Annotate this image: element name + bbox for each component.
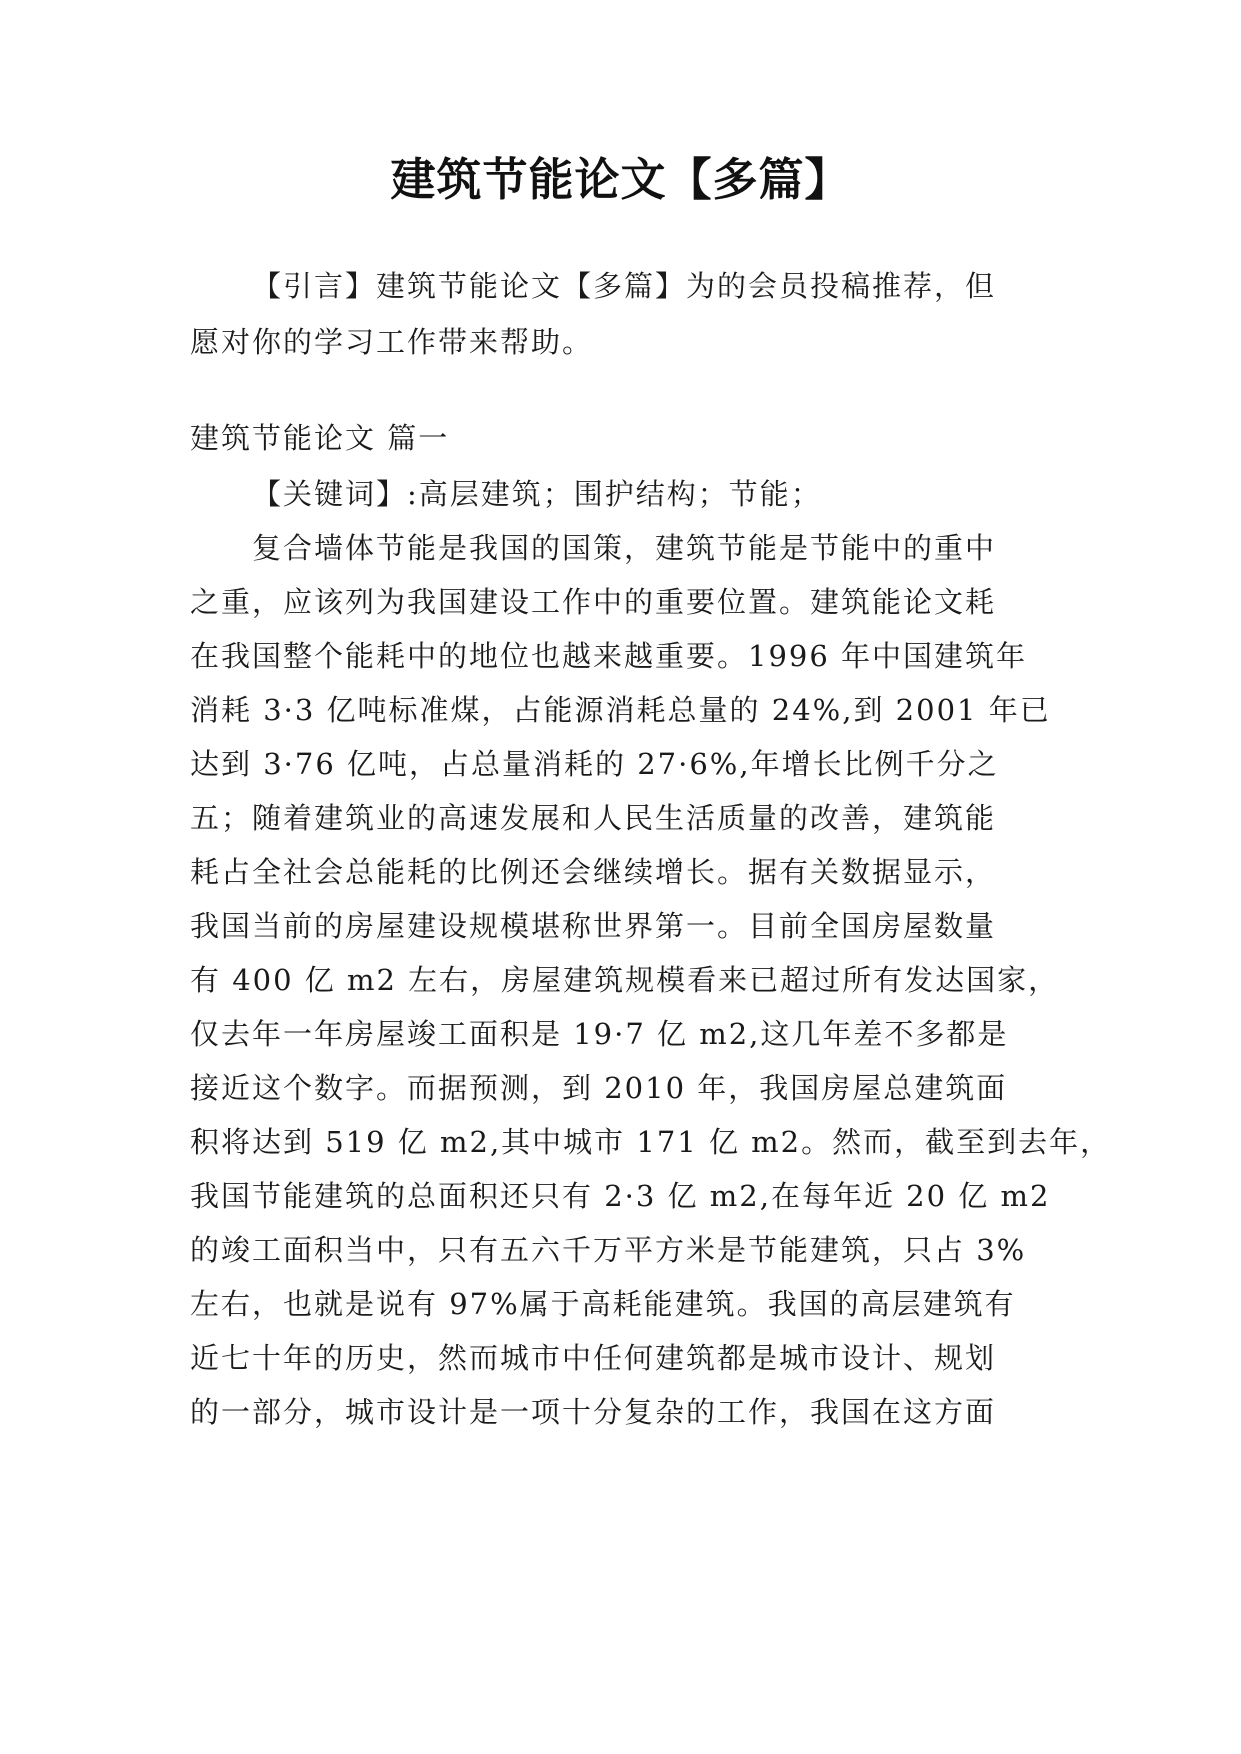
body-line: 仅去年一年房屋竣工面积是 19·7 亿 m2,这几年差不多都是 (190, 1017, 1009, 1051)
body-line: 接近这个数字。而据预测，到 2010 年，我国房屋总建筑面 (190, 1071, 1008, 1105)
body-line: 之重，应该列为我国建设工作中的重要位置。建筑能论文耗 (190, 585, 997, 619)
body-line: 在我国整个能耗中的地位也越来越重要。1996 年中国建筑年 (190, 639, 1028, 673)
body-line: 的竣工面积当中，只有五六千万平方米是节能建筑，只占 3% (190, 1233, 1027, 1267)
body-line: 消耗 3·3 亿吨标准煤，占能源消耗总量的 24%,到 2001 年已 (190, 693, 1051, 727)
body-line: 我国当前的房屋建设规模堪称世界第一。目前全国房屋数量 (190, 909, 997, 943)
body-line: 五；随着建筑业的高速发展和人民生活质量的改善，建筑能 (190, 801, 997, 835)
body-line: 达到 3·76 亿吨，占总量消耗的 27·6%,年增长比例千分之 (190, 747, 999, 781)
intro-line-1: 【引言】建筑节能论文【多篇】为的会员投稿推荐，但 (252, 269, 997, 303)
body-line: 的一部分，城市设计是一项十分复杂的工作，我国在这方面 (190, 1395, 997, 1429)
keywords-line: 【关键词】:高层建筑；围护结构；节能； (252, 477, 822, 511)
body-line: 近七十年的历史，然而城市中任何建筑都是城市设计、规划 (190, 1341, 997, 1375)
section-heading: 建筑节能论文 篇一 (190, 421, 450, 455)
body-line: 复合墙体节能是我国的国策，建筑节能是节能中的重中 (252, 531, 997, 565)
body-line: 耗占全社会总能耗的比例还会继续增长。据有关数据显示， (190, 855, 997, 889)
document-title: 建筑节能论文【多篇】 (390, 153, 851, 206)
body-line: 我国节能建筑的总面积还只有 2·3 亿 m2,在每年近 20 亿 m2 (190, 1179, 1051, 1213)
intro-line-2: 愿对你的学习工作带来帮助。 (190, 325, 594, 359)
body-line: 积将达到 519 亿 m2,其中城市 171 亿 m2。然而，截至到去年， (190, 1125, 1112, 1159)
body-line: 有 400 亿 m2 左右，房屋建筑规模看来已超过所有发达国家， (190, 963, 1060, 997)
body-line: 左右，也就是说有 97%属于高耗能建筑。我国的高层建筑有 (190, 1287, 1016, 1321)
